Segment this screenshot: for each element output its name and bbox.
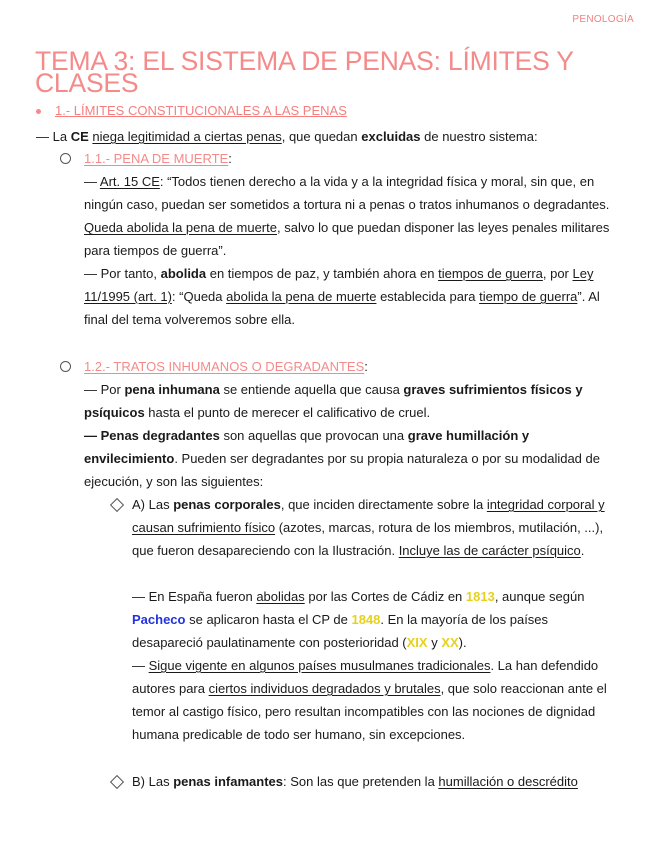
text: . <box>580 543 585 558</box>
text: , salvo lo que puedan disponer las leyes penales militares para tiempos de guerra”. <box>84 220 610 258</box>
bold-text: grave humillación y envilecimiento <box>84 428 530 466</box>
intro-paragraph <box>36 125 636 148</box>
bold-text: abolida <box>160 266 207 281</box>
text: hasta el punto de merecer el calificativo de cruel. <box>144 405 431 420</box>
pena-inhumana-paragraph <box>84 378 624 424</box>
underlined-text: tiempo de guerra <box>479 289 578 304</box>
section-heading-1 <box>36 103 347 118</box>
subsection-heading-1-2 <box>84 355 634 378</box>
bold-text: excluidas <box>361 129 421 144</box>
underlined-text: abolidas <box>256 589 305 604</box>
underlined-text: humillación o descrédito <box>438 774 578 789</box>
text: , por <box>542 266 573 281</box>
subject-header: PENOLOGÍA <box>572 14 634 25</box>
item-a-espana-paragraph <box>132 585 622 654</box>
text: : <box>364 359 368 374</box>
underlined-text: Queda abolida la pena de muerte <box>84 220 277 235</box>
year-highlight: 1813 <box>465 589 495 604</box>
century-highlight: XIX <box>406 635 428 650</box>
text: , que solo reaccionan ante el temor al castigo físico, pero resultan incompatibles con las nociones de dignidad humana predicable de todo ser humano, sin excepciones. <box>132 681 607 742</box>
text: en tiempos de paz, y también ahora en <box>206 266 439 281</box>
text: ). <box>458 635 467 650</box>
subsection-heading-1-1 <box>84 147 634 170</box>
diamond-bullet-icon <box>110 498 124 512</box>
text: A) Las <box>132 497 174 512</box>
text: se entiende aquella que causa <box>219 382 404 397</box>
circle-bullet-icon <box>60 153 71 164</box>
bold-text: penas infamantes <box>173 774 284 789</box>
item-a-vigente-paragraph <box>132 654 624 746</box>
item-b-penas-infamantes <box>132 770 632 793</box>
underlined-text: tiempos de guerra <box>438 266 543 281</box>
underlined-text: integridad corporal y causan sufrimiento físico <box>132 497 605 535</box>
subsection-label: 1.2.- TRATOS INHUMANOS O DEGRADANTES <box>84 359 365 374</box>
text: son aquellas que provocan una <box>219 428 408 443</box>
year-highlight: 1848 <box>351 612 381 627</box>
text: : Son las que pretenden la <box>283 774 439 789</box>
bold-text: CE <box>70 129 89 144</box>
diamond-bullet-icon <box>110 775 124 789</box>
subsection-label: 1.1.- PENA DE MUERTE <box>84 151 229 166</box>
underlined-text: Incluye las de carácter psíquico <box>398 543 581 558</box>
section-heading-label: 1.- LÍMITES CONSTITUCIONALES A LAS PENAS <box>55 103 347 118</box>
text: , que inciden directamente sobre la <box>280 497 487 512</box>
underlined-text: Ley 11/1995 (art. 1) <box>84 266 594 304</box>
underlined-text: niega legitimidad a ciertas penas <box>92 129 282 144</box>
text: ”. Al final del tema volveremos sobre ella. <box>84 289 600 327</box>
text: — Por tanto, <box>84 266 161 281</box>
bold-text: penas corporales <box>173 497 281 512</box>
text: — <box>84 174 100 189</box>
bold-text: — Penas degradantes <box>84 428 220 443</box>
text: y <box>427 635 442 650</box>
bold-text: graves sufrimientos físicos y psíquicos <box>84 382 583 420</box>
bullet-dot-icon <box>36 109 41 114</box>
penas-degradantes-paragraph <box>84 424 624 493</box>
underlined-text: ciertos individuos degradados y brutales <box>208 681 441 696</box>
text: . La han defendido autores para <box>132 658 599 696</box>
text: — La <box>36 129 71 144</box>
underlined-text: Art. 15 CE <box>99 174 160 189</box>
text: , que quedan <box>281 129 362 144</box>
circle-bullet-icon <box>60 361 71 372</box>
text: : “Queda <box>171 289 227 304</box>
text: . En la mayoría de los países desapareció paulatinamente con posterioridad ( <box>132 612 549 650</box>
underlined-text: abolida la pena de muerte <box>226 289 377 304</box>
underlined-text: Sigue vigente en algunos países musulmanes tradicionales <box>148 658 491 673</box>
text: . Pueden ser degradantes por su propia naturaleza o por su modalidad de ejecución, y son las siguientes: <box>84 451 600 489</box>
text: establecida para <box>376 289 480 304</box>
text: : “Todos tienen derecho a la vida y a la integridad física y moral, sin que, en ningún caso, puedan ser sometidos a tortura ni a penas o tratos inhumanos o degradantes. <box>84 174 610 212</box>
text: se aplicaron hasta el CP de <box>185 612 352 627</box>
text: B) Las <box>132 774 174 789</box>
author-highlight: Pacheco <box>132 612 186 627</box>
page-title: TEMA 3: EL SISTEMA DE PENAS: LÍMITES Y CLASES <box>35 46 574 98</box>
text: : <box>228 151 232 166</box>
art15-paragraph <box>84 170 624 262</box>
bold-text: pena inhumana <box>124 382 220 397</box>
text: de nuestro sistema: <box>420 129 538 144</box>
abolida-paragraph <box>84 262 622 331</box>
text: — <box>132 658 149 673</box>
century-highlight: XX <box>441 635 459 650</box>
item-a-penas-corporales <box>132 493 622 562</box>
text: (azotes, marcas, rotura de los miembros, mutilación, ...), que fueron desapareciendo con la Ilustración. <box>132 520 604 558</box>
text: — En España fueron <box>132 589 257 604</box>
text: — Por <box>84 382 125 397</box>
text: por las Cortes de Cádiz en <box>304 589 466 604</box>
text: , aunque según <box>494 589 585 604</box>
